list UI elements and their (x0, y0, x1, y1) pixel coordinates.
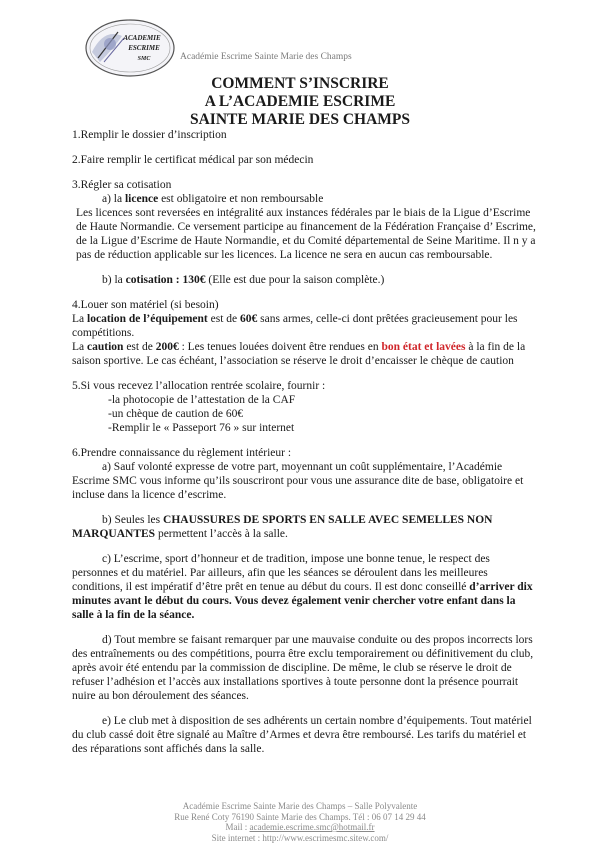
title-line-3: SAINTE MARIE DES CHAMPS (189, 111, 411, 128)
title-line-2: A L’ACADEMIE ESCRIME (204, 93, 396, 110)
footer (0, 801, 600, 843)
step-1: 1.Remplir le dossier d’inscription (72, 129, 227, 141)
licence-term: licence (124, 193, 159, 205)
rule-b: b) Seules les CHAUSSURES DE SPORTS EN SALLE AVEC SEMELLES NON MARQUANTES permettent l’accès à la salle. (72, 514, 493, 540)
step-6-heading: 6.Prendre connaissance du règlement intérieur : (72, 447, 292, 459)
step-2: 2.Faire remplir le certificat médical par son médecin (72, 154, 314, 166)
step-3-b: b) la cotisation : 130€ (Elle est due pour la saison complète.) (102, 274, 385, 286)
document-title (0, 75, 600, 129)
footer-mail: Mail : academie.escrime.smc@hotmail.fr (225, 822, 375, 832)
mail-link[interactable]: academie.escrime.smc@hotmail.fr (249, 822, 375, 832)
title-line-1: COMMENT S’INSCRIRE (211, 75, 389, 92)
footer-site[interactable]: Site internet : http://www.escrimesmc.sitew.com/ (211, 832, 389, 843)
highlight-red: bon état et lavées (381, 341, 466, 353)
rule-e: e) Le club met à disposition de ses adhérents un certain nombre d’équipements. Tout matériel du club cassé doit être signalé au Maître d’Armes et devra être remboursé. Les tarifs du matériel et des réparations sont affichés dans la salle. (72, 715, 532, 755)
step-5-item: -la photocopie de l’attestation de la CAF (108, 394, 296, 406)
step-3-a: a) la licence est obligatoire et non remboursable (102, 193, 324, 205)
step-5-heading: 5.Si vous recevez l’allocation rentrée scolaire, fournir : (72, 380, 326, 392)
document-body (72, 128, 537, 756)
rule-d: d) Tout membre se faisant remarquer par une mauvaise conduite ou des propos incorrects lors des entraînements ou des compétitions, pourra être exclu temporairement ou définitivement du club, après avoir été entendu par la commission de discipline. De même, le club se réserve le droit de refuser l’adhésion et l’accès aux installations sportives à toute personne dont la présence pourrait nuire au bon déroulement des séances. (72, 634, 534, 702)
step-5-item: -un chèque de caution de 60€ (108, 408, 244, 420)
rule-c: c) L’escrime, sport d’honneur et de tradition, impose une bonne tenue, le respect des personnes et du matériel. Par ailleurs, afin que les séances se déroulent dans les meilleures conditions, il est impératif d’être prêt en tenue au début du cours. Il est donc conseillé d’arriver dix minutes avant le début du cours. Vous devez également venir chercher votre enfant dans la salle à la fin de la séance. (72, 553, 533, 621)
footer-line-1: Académie Escrime Sainte Marie des Champs – Salle Polyvalente (182, 801, 418, 811)
logo-text-1: ACADEMIE (123, 34, 161, 42)
step-5-item: -Remplir le « Passeport 76 » sur internet (108, 422, 295, 434)
step-4-heading: 4.Louer son matériel (si besoin) (72, 299, 219, 311)
header-title: Académie Escrime Sainte Marie des Champs (180, 52, 352, 62)
licence-paragraph: Les licences sont reversées en intégralité aux instances fédérales par le biais de la Ligue d’Escrime de Haute Normandie. Ce versement participe au financement de la Fédération Française d’ Escrime, de la Ligue d’Escrime de Haute Normandie, et du Comité départemental de Seine Maritime. Il n y a pas de réduction applicable sur les licences. La licence ne sera en aucun cas remboursable. (76, 207, 536, 261)
logo-text-2: ESCRIME (128, 44, 160, 52)
rule-a: a) Sauf volonté expresse de votre part, moyennant un coût supplémentaire, l’Académie Escrime SMC vous informe qu’ils souscriront pour vous une assurance dite de base, obligatoire et incluse dans la licence d’escrime. (72, 461, 524, 501)
step-3-heading: 3.Régler sa cotisation (72, 179, 172, 191)
logo-text-3: SMC (137, 56, 151, 62)
footer-line-2: Rue René Coty 76190 Sainte Marie des Champs. Tél : 06 07 14 29 44 (174, 811, 426, 822)
club-logo (84, 18, 176, 78)
caution-paragraph: La caution est de 200€ : Les tenues louées doivent être rendues en bon état et lavées à la fin de la saison sportive. Le cas échéant, l’association se réserve le droit d’encaisser le chèque de caution (72, 341, 526, 367)
cotisation-amount: cotisation : 130€ (125, 274, 206, 286)
location-paragraph: La location de l’équipement est de 60€ sans armes, celle-ci dont prêtées gracieusement pour les compétitions. (72, 313, 518, 339)
